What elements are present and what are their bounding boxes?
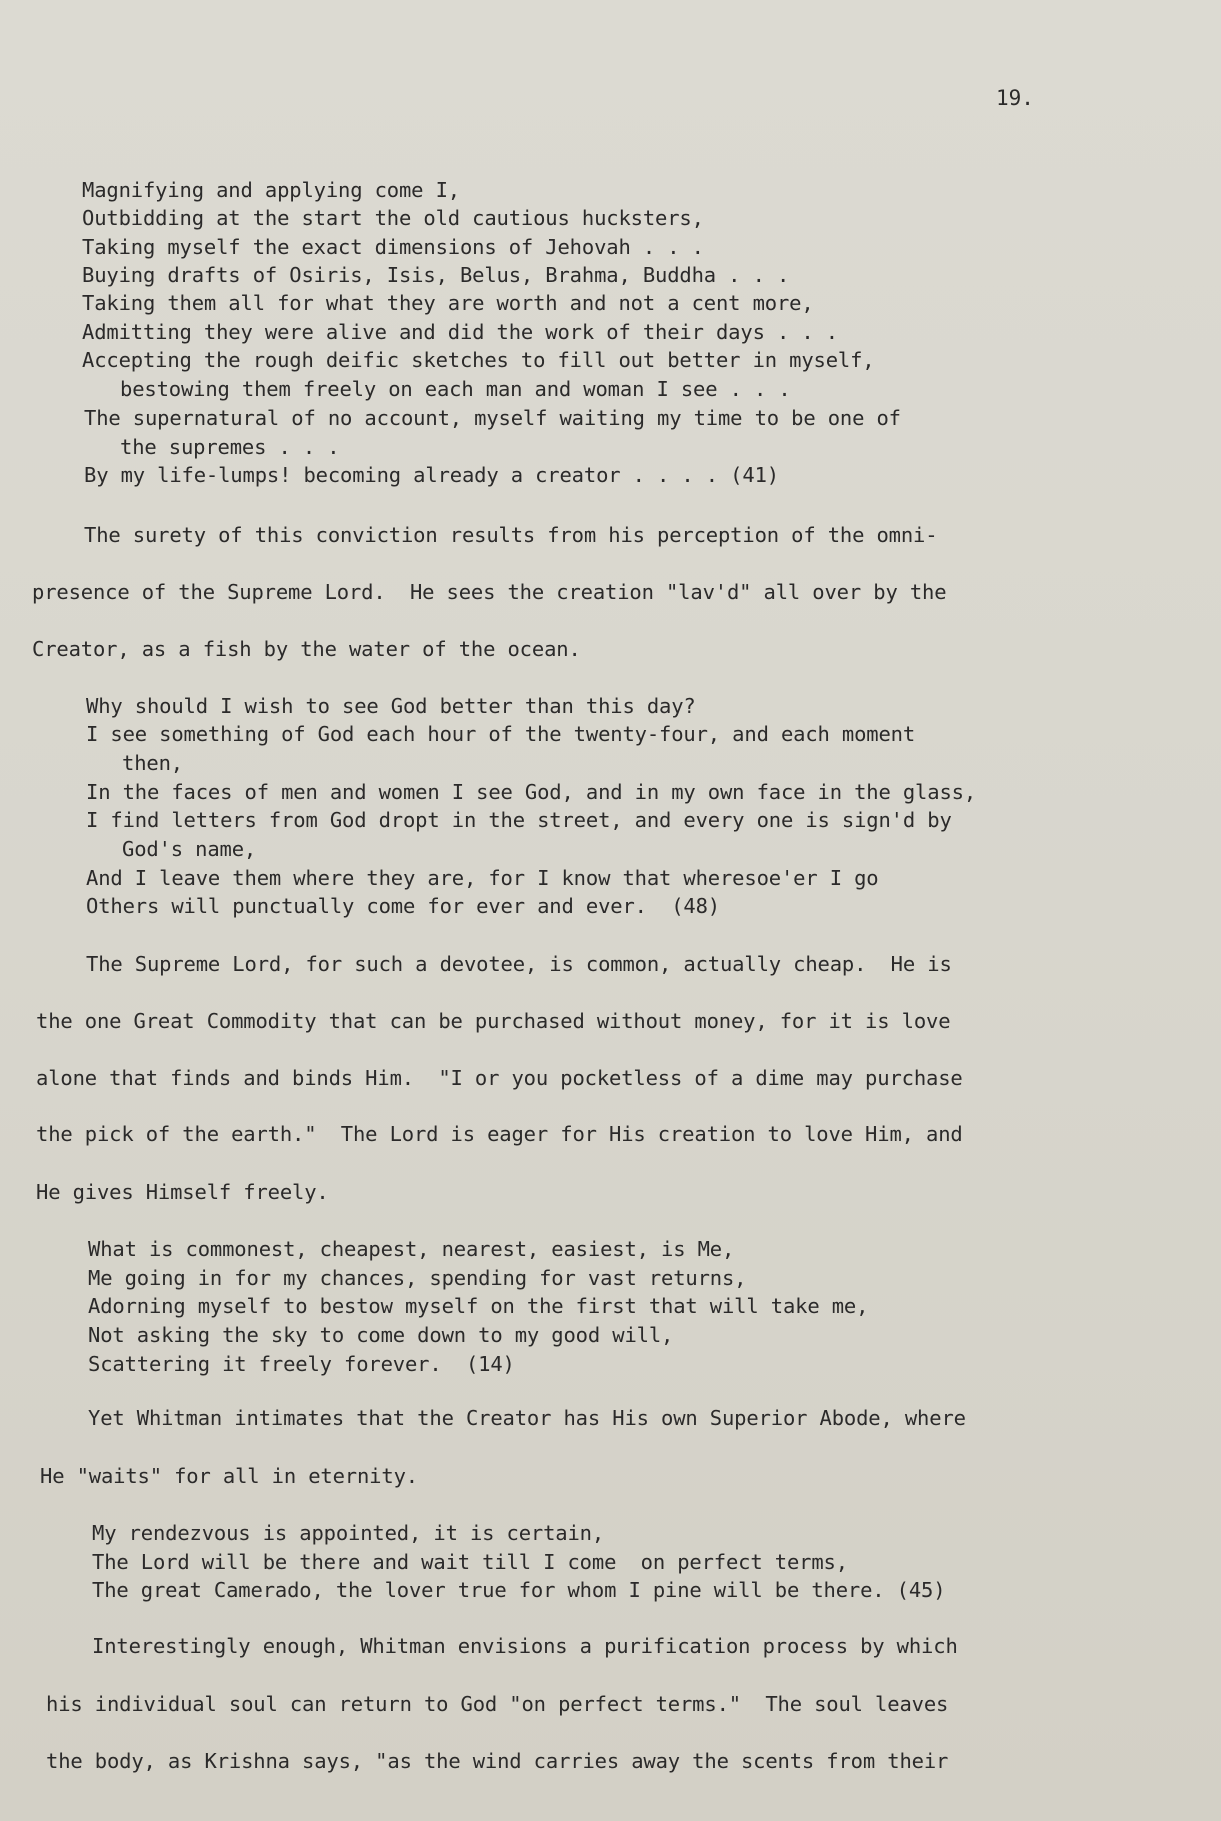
text-line: the body, as Krishna says, "as the wind carries away the scents from their bbox=[46, 1749, 949, 1773]
verse-line: My rendezvous is appointed, it is certain, bbox=[92, 1521, 605, 1545]
verse-line: God's name, bbox=[122, 837, 257, 861]
verse-line: By my life-lumps! becoming already a creator . . . . (41) bbox=[84, 463, 779, 487]
text-line: The surety of this conviction results from his perception of the omni- bbox=[84, 523, 938, 547]
text-line: Yet Whitman intimates that the Creator has His own Superior Abode, where bbox=[88, 1406, 966, 1430]
text-line: Interestingly enough, Whitman envisions a purification process by which bbox=[92, 1634, 958, 1658]
verse-line: Buying drafts of Osiris, Isis, Belus, Brahma, Buddha . . . bbox=[82, 263, 790, 287]
verse-line: I find letters from God dropt in the street, and every one is sign'd by bbox=[86, 808, 952, 832]
verse-line: Taking them all for what they are worth and not a cent more, bbox=[82, 291, 814, 315]
verse-line: And I leave them where they are, for I know that wheresoe'er I go bbox=[86, 866, 879, 890]
verse-line: Outbidding at the start the old cautious hucksters, bbox=[82, 206, 704, 230]
text-line: He "waits" for all in eternity. bbox=[40, 1464, 418, 1488]
text-line: alone that finds and binds Him. "I or you pocketless of a dime may purchase bbox=[36, 1066, 963, 1090]
verse-line: The great Camerado, the lover true for whom I pine will be there. (45) bbox=[92, 1578, 946, 1602]
text-line: the one Great Commodity that can be purchased without money, for it is love bbox=[36, 1009, 951, 1033]
verse-line: Me going in for my chances, spending for vast returns, bbox=[88, 1266, 747, 1290]
verse-line: then, bbox=[122, 751, 183, 775]
verse-line: What is commonest, cheapest, nearest, easiest, is Me, bbox=[88, 1237, 735, 1261]
text-line: his individual soul can return to God "on perfect terms." The soul leaves bbox=[46, 1692, 949, 1716]
page-number: 19. bbox=[996, 86, 1034, 110]
verse-line: Magnifying and applying come I, bbox=[82, 178, 460, 202]
verse-line: Adorning myself to bestow myself on the first that will take me, bbox=[88, 1294, 869, 1318]
verse-line: Why should I wish to see God better than this day? bbox=[86, 694, 696, 718]
verse-line: Others will punctually come for ever and ever. (48) bbox=[86, 894, 720, 918]
verse-line: Accepting the rough deific sketches to fill out better in myself, bbox=[82, 348, 875, 372]
verse-line: I see something of God each hour of the twenty-four, and each moment bbox=[86, 722, 916, 746]
text-line: presence of the Supreme Lord. He sees the creation "lav'd" all over by the bbox=[32, 580, 947, 604]
text-line: the pick of the earth." The Lord is eager for His creation to love Him, and bbox=[36, 1122, 963, 1146]
text-line: The Supreme Lord, for such a devotee, is common, actually cheap. He is bbox=[86, 952, 952, 976]
verse-line: The Lord will be there and wait till I come on perfect terms, bbox=[92, 1550, 848, 1574]
verse-line: the supremes . . . bbox=[120, 435, 340, 459]
verse-line: Admitting they were alive and did the work of their days . . . bbox=[82, 320, 838, 344]
verse-line: bestowing them freely on each man and woman I see . . . bbox=[120, 377, 791, 401]
verse-line: In the faces of men and women I see God, and in my own face in the glass, bbox=[86, 780, 977, 804]
verse-line: Scattering it freely forever. (14) bbox=[88, 1352, 515, 1376]
verse-line: Not asking the sky to come down to my good will, bbox=[88, 1323, 674, 1347]
text-line: He gives Himself freely. bbox=[36, 1180, 329, 1204]
verse-line: Taking myself the exact dimensions of Jehovah . . . bbox=[82, 235, 704, 259]
verse-line: The supernatural of no account, myself waiting my time to be one of bbox=[84, 406, 901, 430]
text-line: Creator, as a fish by the water of the ocean. bbox=[32, 637, 581, 661]
